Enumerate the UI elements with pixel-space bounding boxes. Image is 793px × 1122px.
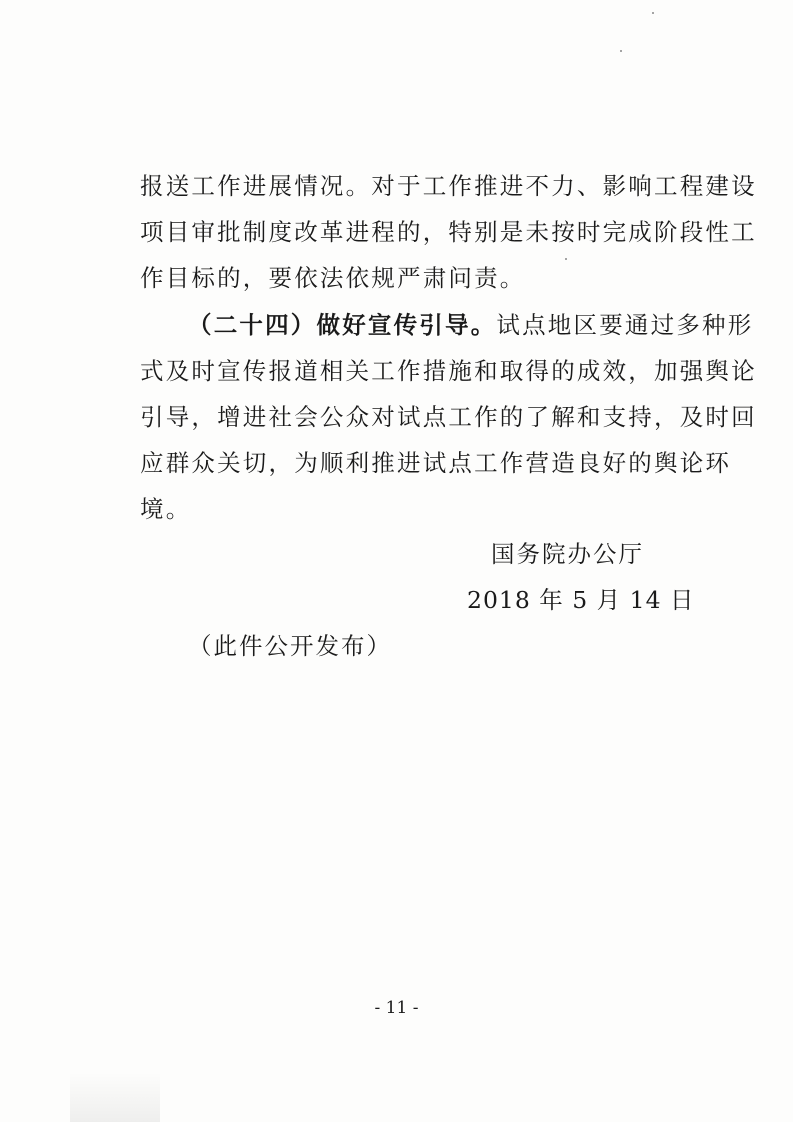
scan-speck <box>620 50 622 52</box>
paragraph-1-line-2: 项目审批制度改革进程的，特别是未按时完成阶段性工 <box>140 218 757 246</box>
page-number: - 11 - <box>374 998 419 1018</box>
publication-notice: （此件公开发布） <box>188 632 392 660</box>
paragraph-2-line-2: 式及时宣传报道相关工作措施和取得的成效，加强舆论 <box>140 357 757 385</box>
issuer-signature: 国务院办公厅 <box>491 540 644 568</box>
paragraph-2-line-3: 引导，增进社会公众对试点工作的了解和支持，及时回 <box>140 403 757 431</box>
paragraph-2-line-5: 境。 <box>140 495 192 523</box>
paragraph-1-line-1: 报送工作进展情况。对于工作推进不力、影响工程建设 <box>140 172 757 200</box>
section-heading: （二十四）做好宣传引导。 <box>188 311 497 339</box>
paragraph-2-line-1-text: 试点地区要通过多种形 <box>496 311 754 339</box>
scan-speck <box>652 12 654 14</box>
paragraph-2-line-4: 应群众关切，为顺利推进试点工作营造良好的舆论环 <box>140 449 732 477</box>
paragraph-1-line-3: 作目标的，要依法依规严肃问责。 <box>140 264 526 292</box>
scan-speck <box>565 258 567 260</box>
issue-date: 2018 年 5 月 14 日 <box>467 586 695 614</box>
scan-shadow <box>70 1072 160 1122</box>
paragraph-2-line-1 <box>188 311 754 339</box>
